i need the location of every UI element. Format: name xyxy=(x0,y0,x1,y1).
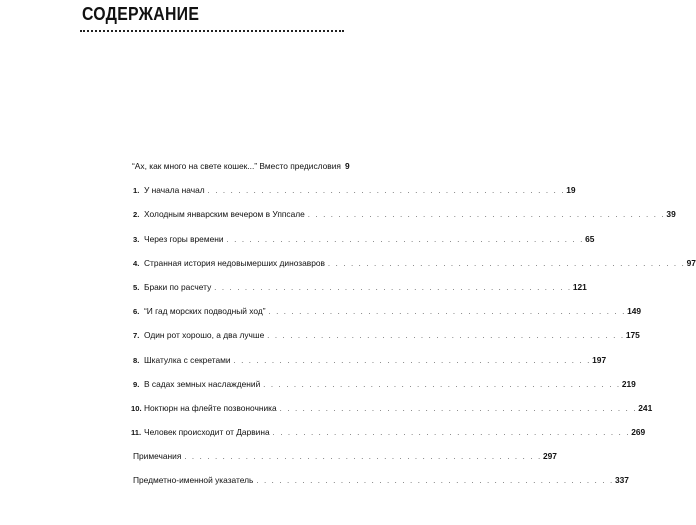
toc-page-number: 65 xyxy=(585,233,595,244)
toc-entry-title: Ноктюрн на флейте позвоночника xyxy=(144,402,277,413)
toc-chapter-number: 6. xyxy=(133,307,140,317)
toc-entry-chapter-2[interactable] xyxy=(133,208,676,232)
toc-entry-title: Один рот хорошо, а два лучше xyxy=(144,330,265,341)
toc-chapter-number: 9. xyxy=(133,379,140,389)
toc-page-number: 219 xyxy=(621,378,636,389)
toc-entry-chapter-6[interactable] xyxy=(133,305,642,329)
toc-dot-leader: . . . . . . . . . . . . . . . . . . . . . . . . . . . . . . . . . . . . . . . . . . . . . . . xyxy=(279,405,638,413)
toc-entry-chapter-5[interactable] xyxy=(133,281,587,305)
toc-page-number: 121 xyxy=(572,281,587,292)
toc-entry-preface[interactable] xyxy=(132,160,350,184)
toc-entry-chapter-7[interactable] xyxy=(133,329,640,353)
toc-entry-chapter-1[interactable] xyxy=(133,184,576,208)
toc-entry-index[interactable] xyxy=(133,474,629,498)
toc-chapter-number: 8. xyxy=(133,355,140,365)
toc-entry-title: Примечания xyxy=(133,451,182,462)
toc-dot-leader: . . . . . . . . . . . . . . . . . . . . . . . . . . . . . . . . . . . . . . . . . . . . . . . xyxy=(233,357,592,365)
toc-page-number: 197 xyxy=(592,354,607,365)
toc-entry-title: Человек происходит от Дарвина xyxy=(144,427,270,438)
toc-dot-leader: . . . . . . . . . . . . . . . . . . . . . . . . . . . . . . . . . . . . . . . . . . . . . . . xyxy=(263,381,621,389)
toc-dot-leader: . . . . . . . . . . . . . . . . . . . . . . . . . . . . . . . . . . . . . . . . . . . . . . . xyxy=(214,284,572,292)
toc-entry-title: Предметно-именной указатель xyxy=(133,475,254,486)
toc-chapter-number: 7. xyxy=(133,331,140,341)
toc-entry-chapter-4[interactable] xyxy=(133,257,696,281)
toc-entry-title: “Ах, как много на свете кошек...” Вместо предисловия xyxy=(132,161,341,171)
page-title: СОДЕРЖАНИЕ xyxy=(82,4,200,24)
toc-entry-title: В садах земных наслаждений xyxy=(144,378,261,389)
toc-entry-chapter-3[interactable] xyxy=(133,233,595,257)
toc-chapter-number: 10. xyxy=(131,403,142,413)
toc-dot-leader: . . . . . . . . . . . . . . . . . . . . . . . . . . . . . . . . . . . . . . . . . . . . . . . xyxy=(256,478,614,486)
toc-chapter-number: 5. xyxy=(133,282,140,292)
toc-page-number: 9 xyxy=(344,161,350,171)
toc-dot-leader: . . . . . . . . . . . . . . . . . . . . . . . . . . . . . . . . . . . . . . . . . . . . . . . xyxy=(268,309,627,317)
toc-page-number: 241 xyxy=(638,402,653,413)
toc-page-number: 269 xyxy=(631,427,646,438)
toc-entry-chapter-10[interactable] xyxy=(131,402,653,426)
toc-page-number: 97 xyxy=(686,257,696,268)
toc-dot-leader: . . . . . . . . . . . . . . . . . . . . . . . . . . . . . . . . . . . . . . . . . . . . . . . xyxy=(226,236,585,244)
toc-dot-leader: . . . . . . . . . . . . . . . . . . . . . . . . . . . . . . . . . . . . . . . . . . . . . . . xyxy=(328,260,686,268)
toc-entry-title: Странная история недовымерших динозавров xyxy=(144,257,325,268)
toc-entry-title: У начала начал xyxy=(144,185,205,196)
toc-chapter-number: 2. xyxy=(133,210,140,220)
toc-chapter-number: 4. xyxy=(133,258,140,268)
toc-page-number: 19 xyxy=(566,185,576,196)
toc-entry-chapter-9[interactable] xyxy=(133,378,636,402)
toc-entry-title: Через горы времени xyxy=(144,233,224,244)
toc-chapter-number: 11. xyxy=(131,428,142,438)
toc-dot-leader: . . . . . . . . . . . . . . . . . . . . . . . . . . . . . . . . . . . . . . . . . . . . . . . xyxy=(272,430,631,438)
toc-page-number: 149 xyxy=(627,306,642,317)
toc-dot-leader: . . . . . . . . . . . . . . . . . . . . . . . . . . . . . . . . . . . . . . . . . . . . . . . xyxy=(307,212,666,220)
toc-entry-title: “И гад морских подводный ход” xyxy=(144,306,266,317)
toc-entry-title: Холодным январским вечером в Уппсале xyxy=(144,209,305,220)
toc-page-number: 175 xyxy=(625,330,640,341)
toc-entry-notes[interactable] xyxy=(133,450,557,474)
toc-dot-leader: . . . . . . . . . . . . . . . . . . . . . . . . . . . . . . . . . . . . . . . . . . . . . . . xyxy=(184,454,542,462)
toc-entry-chapter-11[interactable] xyxy=(131,426,646,450)
toc-dot-leader: . . . . . . . . . . . . . . . . . . . . . . . . . . . . . . . . . . . . . . . . . . . . . . . xyxy=(207,188,566,196)
toc-page-number: 337 xyxy=(614,475,629,486)
toc-dot-leader: . . . . . . . . . . . . . . . . . . . . . . . . . . . . . . . . . . . . . . . . . . . . . . . xyxy=(267,333,625,341)
toc-chapter-number: 1. xyxy=(133,186,140,196)
title-dotted-rule xyxy=(80,30,344,32)
toc-entry-title: Браки по расчету xyxy=(144,281,212,292)
toc-entry-title: Шкатулка с секретами xyxy=(144,354,231,365)
toc-page-number: 39 xyxy=(666,209,676,220)
toc-page-number: 297 xyxy=(542,451,557,462)
toc-entry-chapter-8[interactable] xyxy=(133,354,607,378)
toc-chapter-number: 3. xyxy=(133,234,140,244)
table-of-contents xyxy=(131,160,696,499)
